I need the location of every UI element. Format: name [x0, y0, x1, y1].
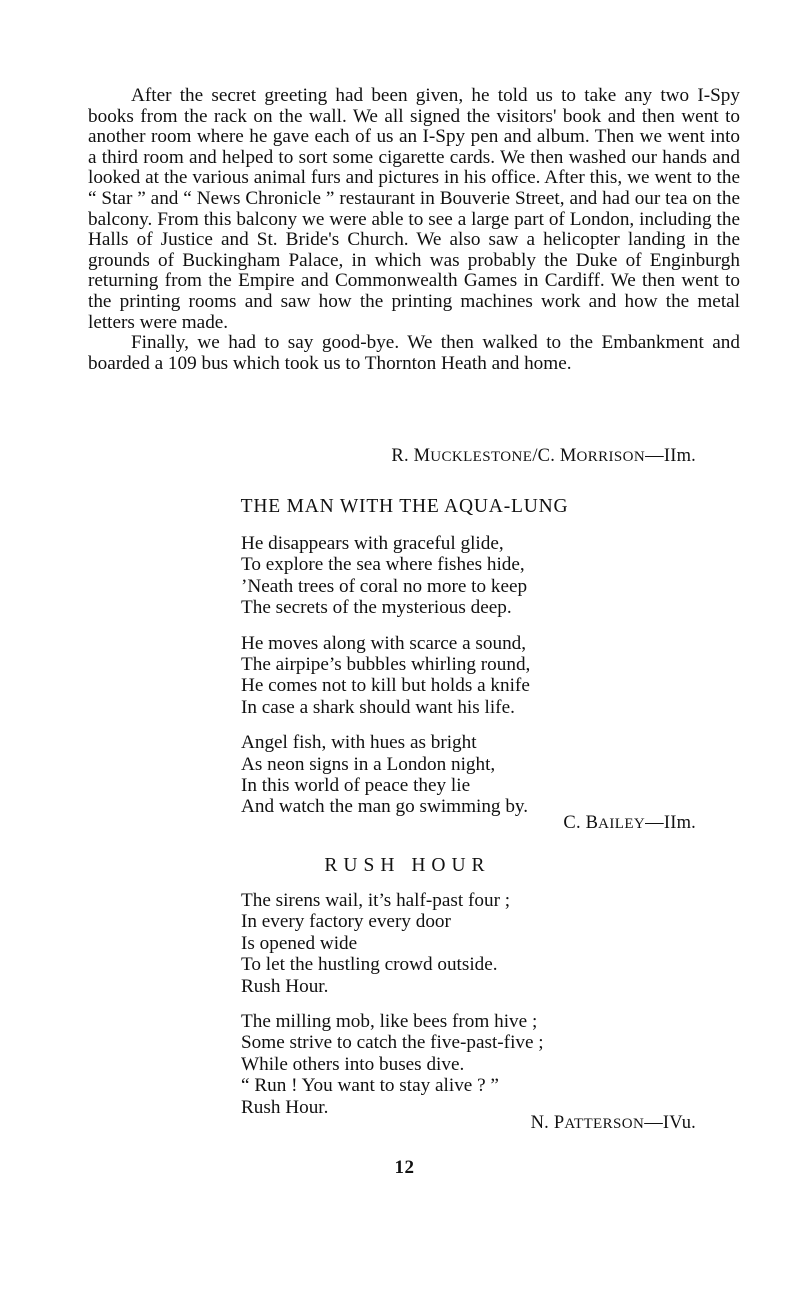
poem-line: He comes not to kill but holds a knife [241, 675, 530, 697]
paragraph-visit: After the secret greeting had been given, he told us to take any two I-Spy books from the rack on the wall. We all signed the visitors' book and then went to another room where he gave each of us an I-Spy pen and album. Then we went into a third room and helped to sort some cigarette cards. We then washed our hands and looked at the various animal furs and pictures in his office. After this, we went to the “ Star ” and “ News Chronicle ” restaurant in Bouverie Street, and had our tea on the balcony. From this balcony we were able to see a large part of London, including the Halls of Justice and St. Bride's Church. We also saw a helicopter landing in the grounds of Buckingham Palace, in which was probably the Duke of Enginburgh returning from the Empire and Commonwealth Games in Cardiff. We then went to the printing rooms and saw how the printing machines work and how the metal letters were made. [88, 85, 740, 333]
poem1-stanza [241, 633, 530, 719]
poem-line: He moves along with scarce a sound, [241, 632, 527, 654]
signature-smallcaps: AILEY [598, 816, 646, 832]
poem-line: Rush Hour. [241, 975, 329, 997]
poem-line: The airpipe’s bubbles whirling round, [241, 654, 531, 676]
poem2-title: RUSH HOUR [324, 855, 491, 876]
poem2-body [241, 890, 544, 1132]
poem-line: He disappears with graceful glide, [241, 533, 504, 554]
poem-line: In every factory every door [241, 911, 451, 933]
poem-line: “ Run ! You want to stay alive ? ” [241, 1075, 499, 1097]
poem-line: The milling mob, like bees from hive ; [241, 1011, 538, 1033]
signature-text: R. M [391, 446, 431, 466]
poem2-stanza [241, 1011, 544, 1118]
signature-text: C. B [563, 813, 599, 833]
poem-line: And watch the man go swimming by. [241, 796, 529, 818]
poem-line: The sirens wail, it’s half-past four ; [241, 890, 511, 911]
page-number: 12 [394, 1157, 415, 1178]
poem1-stanza [241, 732, 530, 818]
signature-form: —IIm. [645, 446, 696, 466]
poem-line: Angel fish, with hues as bright [241, 732, 477, 754]
poem-line: ’Neath trees of coral no more to keep [241, 575, 528, 597]
poem1-title: THE MAN WITH THE AQUA-LUNG [240, 496, 569, 517]
poem-line: To let the hustling crowd outside. [241, 954, 498, 976]
prose-signature [391, 446, 696, 467]
paragraph-goodbye: Finally, we had to say good-bye. We then walked to the Embankment and boarded a 109 bus which took us to Thornton Heath and home. [88, 332, 740, 374]
poem1-signature [563, 813, 696, 834]
signature-text: N. P [530, 1113, 565, 1133]
poem-line: As neon signs in a London night, [241, 753, 496, 775]
poem1-stanza [241, 533, 530, 619]
poem2-signature [531, 1113, 696, 1134]
poem-line: While others into buses dive. [241, 1053, 465, 1075]
poem-line: In this world of peace they lie [241, 775, 471, 797]
signature-text: /C. M [532, 446, 577, 466]
poem-line: Is opened wide [241, 932, 358, 954]
poem-line: In case a shark should want his life. [241, 696, 515, 718]
signature-smallcaps: UCKLESTONE [430, 449, 533, 465]
signature-smallcaps: ORRISON [576, 449, 646, 465]
poem-line: The secrets of the mysterious deep. [241, 597, 512, 619]
poem-line: To explore the sea where fishes hide, [241, 554, 525, 576]
prose-section [88, 86, 740, 374]
signature-form: —IVu. [644, 1113, 696, 1133]
poem1-body [241, 533, 530, 832]
poem-line: Rush Hour. [241, 1096, 329, 1118]
signature-smallcaps: ATTERSON [564, 1116, 645, 1132]
signature-form: —IIm. [645, 813, 696, 833]
poem-line: Some strive to catch the five-past-five ; [241, 1032, 544, 1054]
poem2-stanza [241, 890, 544, 997]
